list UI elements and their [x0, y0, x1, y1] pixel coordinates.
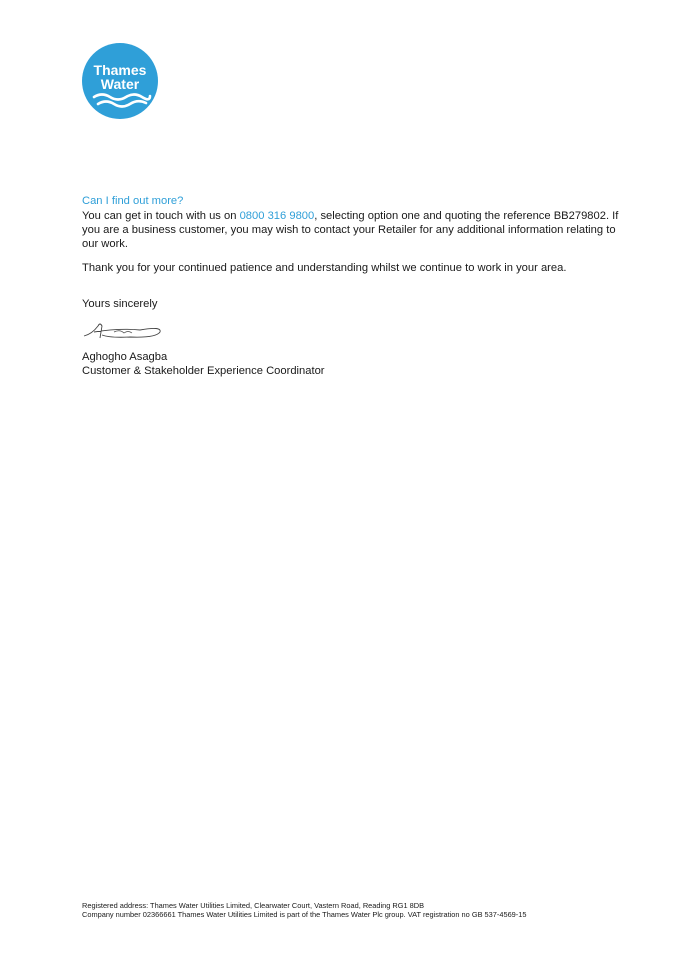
logo-line2: Water	[100, 76, 140, 92]
signatory-role: Customer & Stakeholder Experience Coordinator	[82, 365, 325, 377]
logo-line1: Thames	[93, 62, 147, 78]
thames-water-logo	[80, 41, 160, 121]
footer-registered-address: Registered address: Thames Water Utilities Limited, Clearwater Court, Vastern Road, Reading RG1 8DB	[82, 901, 425, 910]
closing-salutation: Yours sincerely	[82, 298, 158, 310]
thanks-paragraph: Thank you for your continued patience and understanding whilst we continue to work in your area.	[82, 262, 567, 274]
phone-number-link[interactable]: 0800 316 9800	[239, 210, 315, 222]
signatory-name: Aghogho Asagba	[82, 351, 168, 363]
section-heading: Can I find out more?	[82, 195, 184, 207]
contact-text-start: You can get in touch with us on	[82, 210, 240, 222]
footer-company-info: Company number 02366661 Thames Water Utilities Limited is part of the Thames Water Plc group. VAT registration no GB 537-4569-15	[82, 910, 527, 919]
handwritten-signature	[80, 318, 166, 342]
contact-paragraph	[82, 209, 622, 251]
contact-text-end: , selecting option one and quoting the reference BB279802. If you are a business customer, you may wish to contact your Retailer for any additional information relating to our work.	[82, 210, 619, 250]
